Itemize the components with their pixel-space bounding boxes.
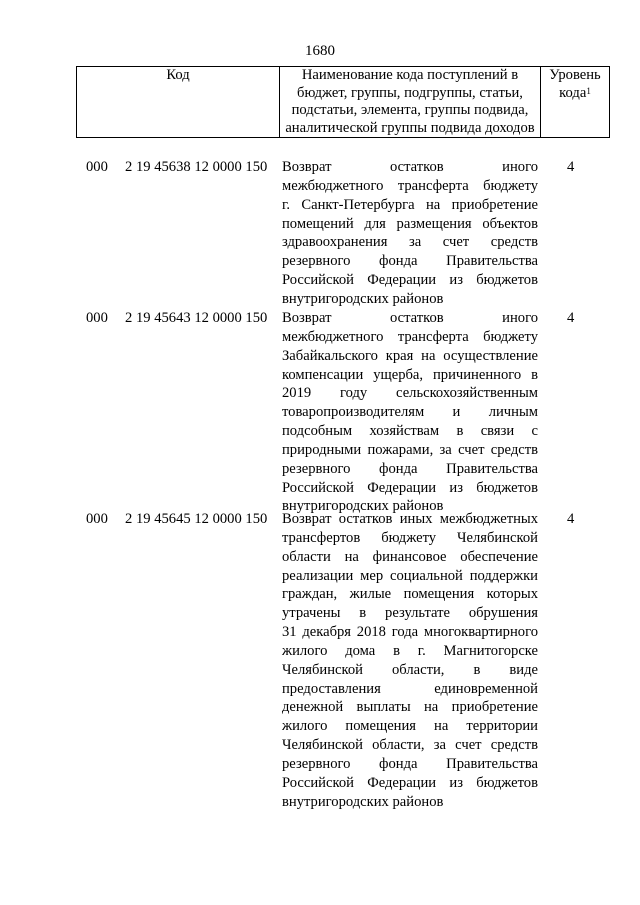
page-number: 1680 — [305, 43, 335, 59]
description-line: денежной выплаты на приобретение — [282, 699, 538, 716]
description-line: Челябинской области, за счет средств — [282, 737, 538, 754]
description-line: компенсации ущерба, причиненного в — [282, 366, 538, 383]
description-line: утрачены в результате обрушения — [282, 605, 538, 622]
revenue-description — [282, 158, 538, 309]
revenue-code: 2 19 45638 12 0000 150 — [125, 159, 268, 175]
header-name-line: аналитической группы подвида доходов — [285, 119, 535, 136]
admin-code: 000 — [86, 159, 108, 175]
table-header — [76, 66, 610, 138]
description-line: трансфертов бюджету Челябинской — [282, 529, 538, 546]
header-name-line: Наименование кода поступлений в — [301, 67, 519, 83]
description-line: предоставления единовременной — [282, 680, 538, 697]
header-code-label: Код — [166, 67, 190, 83]
revenue-code: 2 19 45643 12 0000 150 — [125, 310, 268, 326]
header-name-cell — [280, 67, 541, 138]
description-line: г. Санкт-Петербурга на приобретение — [282, 196, 538, 213]
header-code-cell — [77, 67, 280, 138]
revenue-description — [282, 510, 538, 812]
description-line: 31 декабря 2018 года многоквартирного — [282, 624, 538, 641]
description-line: внутригородских районов — [282, 290, 444, 307]
description-line: жилого помещения на территории — [282, 718, 538, 735]
description-line: реализации мер социальной поддержки — [282, 567, 538, 584]
description-line: Забайкальского края на осуществление — [282, 347, 538, 364]
header-level-cell — [541, 67, 610, 138]
revenue-description — [282, 309, 538, 516]
description-line: резервного фонда Правительства — [282, 460, 538, 477]
description-line: Российской Федерации из бюджетов — [282, 774, 538, 791]
footnote-marker: 1 — [586, 85, 591, 96]
header-level-line: кода — [559, 84, 587, 101]
description-line: Возврат остатков иного — [282, 310, 538, 326]
description-line: Челябинской области, в виде — [282, 661, 538, 678]
description-line: Возврат остатков иных межбюджетных — [282, 511, 538, 527]
description-line: товаропроизводителям и личным — [282, 404, 538, 421]
description-line: внутригородских районов — [282, 793, 444, 810]
description-line: резервного фонда Правительства — [282, 755, 538, 772]
level-value: 4 — [567, 511, 575, 527]
admin-code: 000 — [86, 511, 108, 527]
description-line: помещений для размещения объектов — [282, 215, 538, 232]
description-line: 2019 году сельскохозяйственным — [282, 385, 538, 402]
description-line: жилого дома в г. Магнитогорске — [282, 642, 538, 659]
description-line: внутригородских районов — [282, 498, 444, 515]
description-line: Российской Федерации из бюджетов — [282, 479, 538, 496]
description-line: межбюджетного трансферта бюджету — [282, 177, 538, 194]
level-value: 4 — [567, 159, 575, 175]
description-line: подсобным хозяйствам в связи с — [282, 423, 538, 440]
description-line: природными пожарами, за счет средств — [282, 441, 538, 458]
revenue-code: 2 19 45645 12 0000 150 — [125, 511, 268, 527]
admin-code: 000 — [86, 310, 108, 326]
description-line: граждан, жилые помещения которых — [282, 586, 538, 603]
header-name-line: подстатьи, элемента, группы подвида, — [291, 102, 529, 118]
description-line: Российской Федерации из бюджетов — [282, 272, 538, 289]
description-line: межбюджетного трансферта бюджету — [282, 328, 538, 345]
header-name-line: бюджет, группы, подгруппы, статьи, — [297, 84, 523, 101]
description-line: здравоохранения за счет средств — [282, 234, 538, 251]
description-line: Возврат остатков иного — [282, 159, 538, 175]
header-level-line: Уровень — [549, 67, 601, 83]
description-line: области на финансовое обеспечение — [282, 548, 538, 565]
description-line: резервного фонда Правительства — [282, 253, 538, 270]
level-value: 4 — [567, 310, 575, 326]
